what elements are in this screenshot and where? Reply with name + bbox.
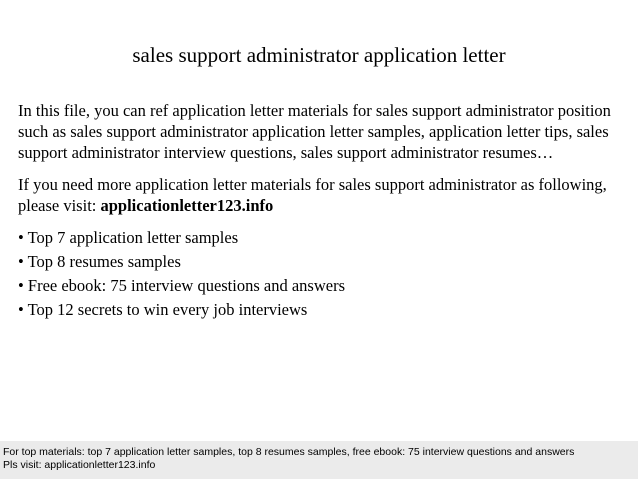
more-text: If you need more application letter materials for sales support administrator as following, please visit: xyxy=(18,175,607,215)
bullet-list xyxy=(18,227,618,320)
list-item: • Top 7 application letter samples xyxy=(18,228,239,247)
more-paragraph xyxy=(18,174,618,216)
footer-line-materials: For top materials: top 7 application letter samples, top 8 resumes samples, free ebook: 75 interview questions and answers xyxy=(3,446,575,458)
list-item: • Top 8 resumes samples xyxy=(18,252,181,271)
list-item: • Top 12 secrets to win every job interviews xyxy=(18,300,308,319)
page-title: sales support administrator application letter xyxy=(132,43,506,67)
footer-line-visit: Pls visit: applicationletter123.info xyxy=(3,459,156,471)
site-link[interactable]: applicationletter123.info xyxy=(100,196,274,215)
main-content xyxy=(18,100,618,323)
footer-banner xyxy=(0,441,638,479)
list-item: • Free ebook: 75 interview questions and answers xyxy=(18,276,345,295)
intro-paragraph: In this file, you can ref application letter materials for sales support administrator position such as sales support administrator application letter samples, application letter tips, sales support administrator interview questions, sales support administrator resumes… xyxy=(18,101,611,162)
